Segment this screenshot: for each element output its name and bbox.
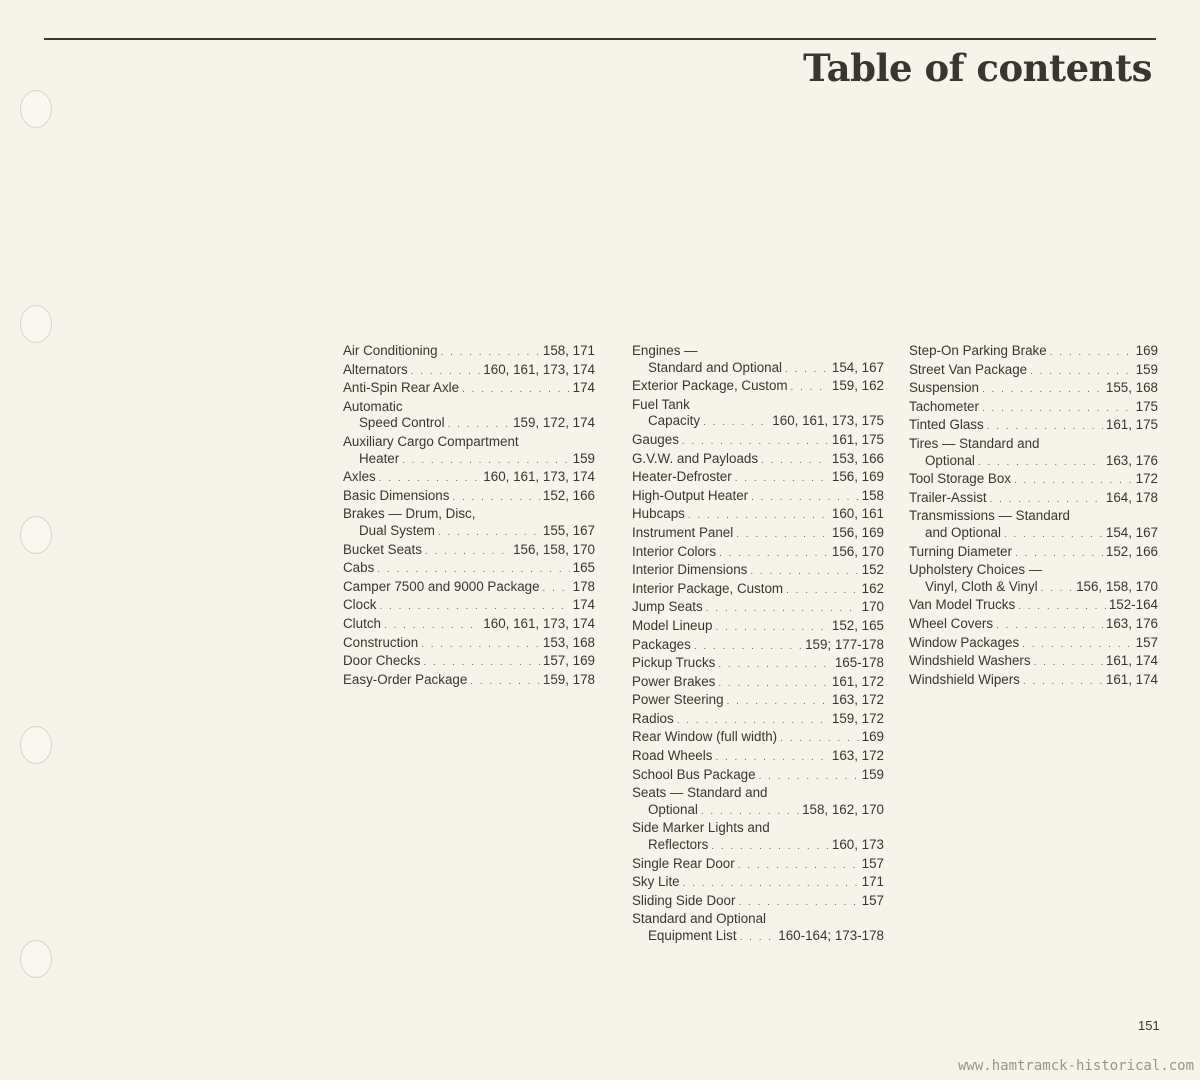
dot-leader bbox=[996, 618, 1103, 635]
dot-leader bbox=[780, 731, 859, 748]
toc-entry-label: Heater-Defroster bbox=[632, 469, 732, 485]
dot-leader bbox=[421, 637, 540, 654]
toc-entry bbox=[632, 432, 884, 451]
toc-entry-label: Optional bbox=[925, 452, 975, 468]
toc-entry-pages: 152-164 bbox=[1108, 597, 1158, 613]
toc-entry bbox=[632, 856, 884, 875]
toc-entry bbox=[632, 874, 884, 893]
toc-entry-pages: 154, 167 bbox=[831, 359, 884, 375]
dot-leader bbox=[711, 839, 829, 856]
toc-entry bbox=[343, 635, 595, 654]
toc-entry-label: Packages bbox=[632, 636, 691, 652]
toc-entry bbox=[632, 562, 884, 581]
dot-leader bbox=[738, 858, 859, 875]
toc-entry-label: Equipment List bbox=[648, 928, 737, 943]
toc-entry bbox=[632, 451, 884, 470]
toc-entry-pages: 161, 175 bbox=[1105, 417, 1158, 433]
toc-entry-label: Axles bbox=[343, 469, 376, 485]
toc-entry bbox=[343, 469, 595, 488]
toc-heading: Upholstery Choices — bbox=[909, 562, 1043, 578]
toc-entry bbox=[343, 523, 595, 542]
dot-leader bbox=[791, 380, 829, 397]
toc-entry-pages: 158, 162, 170 bbox=[802, 801, 884, 817]
toc-entry-label: Single Rear Door bbox=[632, 855, 735, 871]
toc-entry bbox=[909, 399, 1158, 418]
toc-entry-pages: 160, 161, 173, 174 bbox=[483, 469, 595, 485]
dot-leader bbox=[718, 676, 829, 693]
toc-entry bbox=[632, 674, 884, 693]
dot-leader bbox=[682, 434, 829, 451]
dot-leader bbox=[1004, 527, 1103, 544]
toc-entry-label: Heater bbox=[359, 450, 400, 466]
dot-leader bbox=[719, 546, 829, 563]
toc-entry-pages: 159 bbox=[572, 450, 595, 466]
toc-entry-label: Tool Storage Box bbox=[909, 471, 1011, 487]
dot-leader bbox=[751, 490, 859, 507]
toc-entry-pages: 159, 162 bbox=[831, 378, 884, 394]
toc-entry-pages: 159 bbox=[1135, 361, 1158, 377]
dot-leader bbox=[379, 599, 569, 616]
toc-entry-label: Van Model Trucks bbox=[909, 597, 1016, 613]
toc-entry bbox=[343, 488, 595, 507]
toc-heading: Automatic bbox=[343, 398, 403, 414]
toc-entry bbox=[343, 616, 595, 635]
toc-entry bbox=[632, 837, 884, 856]
toc-entry-label: Vinyl, Cloth & Vinyl bbox=[925, 578, 1038, 594]
toc-entry-label: Road Wheels bbox=[632, 748, 713, 764]
dot-leader bbox=[735, 471, 829, 488]
toc-entry-label: Construction bbox=[343, 634, 419, 650]
dot-leader bbox=[982, 382, 1103, 399]
dot-leader bbox=[452, 490, 539, 507]
toc-entry-label: Pickup Trucks bbox=[632, 655, 716, 671]
toc-entry-label: G.V.W. and Payloads bbox=[632, 450, 759, 466]
toc-entry-pages: 161, 174 bbox=[1105, 671, 1158, 687]
dot-leader bbox=[694, 639, 802, 656]
toc-entry-label: Model Lineup bbox=[632, 617, 713, 633]
toc-entry-pages: 169 bbox=[861, 729, 884, 745]
dot-leader bbox=[1050, 345, 1133, 362]
dot-leader bbox=[1018, 599, 1106, 616]
toc-entry-pages: 157, 169 bbox=[542, 653, 595, 669]
toc-entry-label: Tinted Glass bbox=[909, 417, 984, 433]
toc-entry-pages: 156, 158, 170 bbox=[513, 541, 595, 557]
toc-entry bbox=[632, 748, 884, 767]
dot-leader bbox=[701, 804, 799, 821]
toc-entry-pages: 153, 168 bbox=[542, 634, 595, 650]
binder-hole bbox=[20, 940, 52, 978]
toc-entry-label: Sliding Side Door bbox=[632, 892, 736, 908]
toc-entry-label: Dual System bbox=[359, 522, 435, 538]
dot-leader bbox=[1023, 674, 1103, 691]
toc-entry-pages: 153, 166 bbox=[831, 450, 884, 466]
toc-entry-pages: 156, 169 bbox=[831, 524, 884, 540]
toc-entry-label: Clock bbox=[343, 597, 377, 613]
toc-entry bbox=[909, 471, 1158, 490]
toc-entry-label: Camper 7500 and 9000 Package bbox=[343, 578, 540, 594]
toc-entry-label: Window Packages bbox=[909, 634, 1020, 650]
toc-heading: Brakes — Drum, Disc, bbox=[343, 506, 476, 522]
toc-entry-label: Cabs bbox=[343, 560, 375, 576]
toc-entry-pages: 164, 178 bbox=[1105, 489, 1158, 505]
dot-leader bbox=[987, 419, 1103, 436]
toc-entry-label: and Optional bbox=[925, 524, 1001, 540]
toc-entry-label: Trailer-Assist bbox=[909, 489, 987, 505]
toc-entry-pages: 155, 167 bbox=[542, 522, 595, 538]
dot-leader bbox=[727, 694, 829, 711]
toc-entry-pages: 171 bbox=[861, 874, 884, 890]
toc-heading: Tires — Standard and bbox=[909, 435, 1040, 451]
toc-entry-pages: 152, 166 bbox=[542, 487, 595, 503]
toc-entry-pages: 159, 178 bbox=[542, 671, 595, 687]
dot-leader bbox=[761, 453, 829, 470]
toc-entry bbox=[343, 362, 595, 381]
toc-entry bbox=[909, 525, 1158, 544]
toc-entry-label: Speed Control bbox=[359, 415, 445, 431]
dot-leader bbox=[750, 564, 858, 581]
dot-leader bbox=[718, 657, 831, 674]
toc-entry-pages: 160, 161 bbox=[831, 506, 884, 522]
toc-entry-label: Exterior Package, Custom bbox=[632, 378, 788, 394]
dot-leader bbox=[1034, 655, 1103, 672]
toc-entry-pages: 159 bbox=[861, 766, 884, 782]
toc-entry-label: Clutch bbox=[343, 615, 381, 631]
toc-entry-pages: 158, 171 bbox=[542, 343, 595, 358]
toc-entry bbox=[909, 343, 1158, 362]
dot-leader bbox=[703, 415, 769, 432]
dot-leader bbox=[543, 581, 570, 598]
toc-entry-label: Door Checks bbox=[343, 653, 421, 669]
toc-entry-label: Alternators bbox=[343, 361, 408, 377]
toc-entry-label: Suspension bbox=[909, 380, 979, 396]
toc-column-2 bbox=[632, 343, 884, 947]
toc-entry-pages: 158 bbox=[861, 487, 884, 503]
toc-entry-label: Radios bbox=[632, 710, 674, 726]
dot-leader bbox=[423, 655, 539, 672]
toc-entry-label: Air Conditioning bbox=[343, 343, 438, 358]
toc-entry-label: Basic Dimensions bbox=[343, 487, 450, 503]
dot-leader bbox=[715, 750, 828, 767]
toc-entry-pages: 161, 175 bbox=[831, 431, 884, 447]
toc-entry-pages: 160, 161, 173, 174 bbox=[483, 615, 595, 631]
toc-entry-pages: 157 bbox=[861, 855, 884, 871]
toc-entry-pages: 154, 167 bbox=[1105, 524, 1158, 540]
binder-hole bbox=[20, 305, 52, 343]
toc-entry bbox=[632, 711, 884, 730]
toc-entry-pages: 156, 158, 170 bbox=[1076, 578, 1158, 594]
binder-hole bbox=[20, 726, 52, 764]
toc-entry-label: Interior Colors bbox=[632, 543, 717, 559]
toc-entry-label: Capacity bbox=[648, 413, 701, 429]
toc-entry-pages: 159, 172, 174 bbox=[513, 415, 595, 431]
toc-column-1 bbox=[343, 343, 595, 690]
dot-leader bbox=[377, 562, 569, 579]
dot-leader bbox=[786, 583, 859, 600]
toc-entry bbox=[343, 451, 595, 470]
dot-leader bbox=[736, 527, 829, 544]
toc-entry-pages: 163, 176 bbox=[1105, 452, 1158, 468]
toc-entry bbox=[632, 360, 884, 379]
toc-entry-label: Interior Dimensions bbox=[632, 562, 748, 578]
toc-entry-pages: 159, 172 bbox=[831, 710, 884, 726]
toc-heading: Fuel Tank bbox=[632, 396, 690, 412]
toc-entry bbox=[343, 579, 595, 598]
toc-entry-pages: 174 bbox=[572, 597, 595, 613]
dot-leader bbox=[990, 492, 1103, 509]
toc-entry-label: Street Van Package bbox=[909, 361, 1028, 377]
toc-entry-label: Windshield Washers bbox=[909, 653, 1031, 669]
dot-leader bbox=[688, 508, 829, 525]
toc-entry-pages: 160, 161, 173, 174 bbox=[483, 361, 595, 377]
toc-entry-label: Bucket Seats bbox=[343, 541, 422, 557]
toc-entry bbox=[632, 692, 884, 711]
page-number: 151 bbox=[1138, 1018, 1160, 1033]
toc-entry bbox=[909, 616, 1158, 635]
toc-entry bbox=[343, 415, 595, 434]
dot-leader bbox=[683, 876, 859, 893]
toc-entry bbox=[343, 380, 595, 399]
dot-leader bbox=[425, 544, 510, 561]
toc-entry-pages: 161, 172 bbox=[831, 673, 884, 689]
toc-entry bbox=[343, 343, 595, 362]
toc-entry bbox=[632, 378, 884, 397]
toc-entry-label: Power Steering bbox=[632, 692, 724, 708]
toc-entry-pages: 165-178 bbox=[834, 655, 884, 671]
toc-entry bbox=[909, 453, 1158, 472]
toc-entry bbox=[632, 637, 884, 656]
dot-leader bbox=[1041, 581, 1073, 598]
toc-entry-pages: 163, 176 bbox=[1105, 615, 1158, 631]
watermark: www.hamtramck-historical.com bbox=[958, 1058, 1195, 1074]
dot-leader bbox=[740, 930, 776, 947]
toc-entry bbox=[343, 597, 595, 616]
dot-leader bbox=[1022, 637, 1133, 654]
toc-entry bbox=[909, 417, 1158, 436]
binder-hole bbox=[20, 516, 52, 554]
toc-entry-pages: 163, 172 bbox=[831, 692, 884, 708]
dot-leader bbox=[978, 455, 1103, 472]
toc-entry bbox=[909, 597, 1158, 616]
top-rule bbox=[44, 38, 1156, 40]
toc-heading: Standard and Optional bbox=[632, 911, 767, 927]
toc-entry-label: High-Output Heater bbox=[632, 487, 749, 503]
toc-entry bbox=[632, 506, 884, 525]
toc-entry-label: Easy-Order Package bbox=[343, 671, 468, 687]
toc-entry bbox=[909, 544, 1158, 563]
dot-leader bbox=[1030, 364, 1133, 381]
toc-entry bbox=[909, 653, 1158, 672]
toc-entry bbox=[909, 362, 1158, 381]
toc-entry-pages: 160, 161, 173, 175 bbox=[772, 413, 884, 429]
toc-entry-pages: 160-164; 173-178 bbox=[778, 928, 884, 943]
toc-entry-label: Jump Seats bbox=[632, 599, 703, 615]
toc-entry-label: Optional bbox=[648, 801, 698, 817]
toc-entry bbox=[632, 544, 884, 563]
toc-entry-label: Power Brakes bbox=[632, 673, 716, 689]
toc-entry-pages: 152 bbox=[861, 562, 884, 578]
toc-entry bbox=[632, 413, 884, 432]
dot-leader bbox=[1014, 473, 1133, 490]
toc-entry-label: Interior Package, Custom bbox=[632, 580, 784, 596]
toc-entry bbox=[632, 655, 884, 674]
toc-entry bbox=[909, 635, 1158, 654]
toc-entry-label: Hubcaps bbox=[632, 506, 685, 522]
toc-entry bbox=[343, 672, 595, 691]
toc-entry bbox=[343, 542, 595, 561]
dot-leader bbox=[715, 620, 828, 637]
dot-leader bbox=[706, 601, 859, 618]
toc-entry-label: Rear Window (full width) bbox=[632, 729, 778, 745]
toc-entry-pages: 156, 170 bbox=[831, 543, 884, 559]
toc-heading: Side Marker Lights and bbox=[632, 820, 770, 836]
toc-entry-pages: 157 bbox=[861, 892, 884, 908]
toc-entry-pages: 172 bbox=[1135, 471, 1158, 487]
dot-leader bbox=[470, 674, 540, 691]
dot-leader bbox=[379, 471, 481, 488]
toc-entry-pages: 162 bbox=[861, 580, 884, 596]
toc-entry-pages: 152, 165 bbox=[831, 617, 884, 633]
dot-leader bbox=[759, 769, 859, 786]
toc-entry-pages: 156, 169 bbox=[831, 469, 884, 485]
toc-entry-label: Anti-Spin Rear Axle bbox=[343, 380, 460, 396]
dot-leader bbox=[441, 345, 540, 362]
toc-entry-pages: 165 bbox=[572, 560, 595, 576]
toc-entry-label: School Bus Package bbox=[632, 766, 756, 782]
toc-entry-pages: 178 bbox=[572, 578, 595, 594]
toc-entry-pages: 170 bbox=[861, 599, 884, 615]
toc-entry bbox=[632, 469, 884, 488]
toc-entry bbox=[632, 767, 884, 786]
toc-entry-pages: 159; 177-178 bbox=[805, 636, 884, 652]
toc-entry bbox=[343, 653, 595, 672]
toc-entry bbox=[909, 579, 1158, 598]
toc-entry-pages: 160, 173 bbox=[831, 837, 884, 853]
toc-entry bbox=[909, 380, 1158, 399]
page-title: Table of contents bbox=[803, 46, 1152, 90]
toc-entry-label: Gauges bbox=[632, 431, 679, 447]
toc-entry-pages: 174 bbox=[572, 380, 595, 396]
toc-heading: Transmissions — Standard bbox=[909, 508, 1070, 524]
toc-entry-label: Instrument Panel bbox=[632, 524, 734, 540]
toc-entry-label: Wheel Covers bbox=[909, 615, 994, 631]
toc-entry bbox=[632, 488, 884, 507]
dot-leader bbox=[462, 382, 570, 399]
toc-entry bbox=[632, 618, 884, 637]
toc-entry-label: Reflectors bbox=[648, 837, 709, 853]
toc-column-3 bbox=[909, 343, 1158, 690]
toc-entry-pages: 152, 166 bbox=[1105, 543, 1158, 559]
toc-entry-pages: 175 bbox=[1135, 398, 1158, 414]
binder-hole bbox=[20, 90, 52, 128]
toc-entry-label: Tachometer bbox=[909, 398, 979, 414]
toc-heading: Seats — Standard and bbox=[632, 785, 768, 801]
dot-leader bbox=[982, 401, 1133, 418]
dot-leader bbox=[402, 453, 569, 470]
toc-entry bbox=[343, 560, 595, 579]
toc-entry bbox=[632, 893, 884, 912]
toc-entry-label: Standard and Optional bbox=[648, 359, 783, 375]
toc-entry-pages: 161, 174 bbox=[1105, 653, 1158, 669]
dot-leader bbox=[785, 362, 829, 379]
toc-entry-pages: 169 bbox=[1135, 343, 1158, 358]
dot-leader bbox=[1015, 546, 1103, 563]
dot-leader bbox=[384, 618, 480, 635]
toc-entry-label: Windshield Wipers bbox=[909, 671, 1020, 687]
toc-entry-pages: 155, 168 bbox=[1105, 380, 1158, 396]
toc-entry-label: Turning Diameter bbox=[909, 543, 1012, 559]
toc-entry-label: Step-On Parking Brake bbox=[909, 343, 1047, 358]
toc-entry bbox=[632, 729, 884, 748]
toc-entry bbox=[909, 672, 1158, 691]
dot-leader bbox=[438, 525, 540, 542]
toc-entry bbox=[632, 581, 884, 600]
dot-leader bbox=[738, 895, 858, 912]
dot-leader bbox=[411, 364, 481, 381]
toc-entry bbox=[632, 928, 884, 947]
toc-entry bbox=[632, 802, 884, 821]
toc-entry bbox=[632, 525, 884, 544]
toc-entry bbox=[632, 599, 884, 618]
toc-heading: Auxiliary Cargo Compartment bbox=[343, 433, 519, 449]
toc-entry-pages: 157 bbox=[1135, 634, 1158, 650]
dot-leader bbox=[448, 417, 510, 434]
toc-heading: Engines — bbox=[632, 343, 698, 358]
toc-entry bbox=[909, 490, 1158, 509]
toc-entry-pages: 163, 172 bbox=[831, 748, 884, 764]
dot-leader bbox=[677, 713, 829, 730]
toc-entry-label: Sky Lite bbox=[632, 874, 680, 890]
